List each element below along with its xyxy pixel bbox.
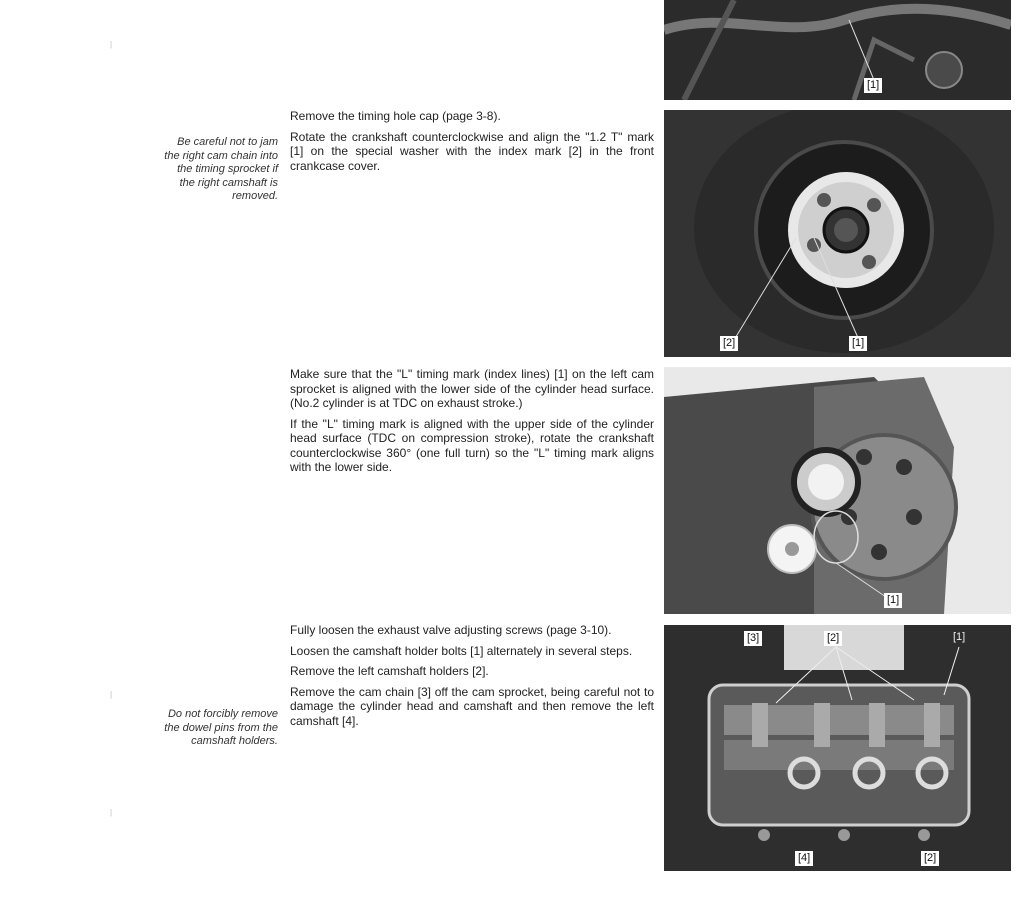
- margin-tick: |: [110, 40, 113, 49]
- cam-sprocket-photo: [664, 367, 1011, 614]
- margin-note-cam-chain: Be careful not to jam the right cam chain into the timing sprocket if the right camshaft is removed.: [164, 136, 278, 202]
- crankshaft-photo: [664, 110, 1011, 357]
- sprocket-illustration: [664, 367, 1011, 614]
- camshaft-photo: [664, 625, 1011, 871]
- callout-cam-3: [3]: [744, 631, 762, 646]
- step-block-l-mark: [290, 367, 654, 481]
- engine-photo-top: [664, 0, 1011, 100]
- callout-top-1: [1]: [864, 78, 882, 93]
- step-text: Loosen the camshaft holder bolts [1] alternately in several steps.: [290, 643, 633, 658]
- crank-cover-illustration: [664, 110, 1011, 357]
- step-text: Remove the timing hole cap (page 3-8).: [290, 109, 501, 123]
- margin-tick: |: [110, 808, 113, 817]
- step-block-timing-cap: [290, 109, 654, 179]
- step-text: Fully loosen the exhaust valve adjusting screws (page 3-10).: [290, 623, 612, 637]
- callout-cam-1: [1]: [953, 631, 966, 643]
- callout-cam-4: [4]: [795, 851, 813, 866]
- step-text: Remove the left camshaft holders [2].: [290, 664, 489, 678]
- margin-tick: |: [110, 690, 113, 699]
- engine-top-illustration: [664, 0, 1011, 100]
- step-text: If the "L" timing mark is aligned with the upper side of the cylinder head surface (TDC on compression stroke), rotate the crankshaft counterclockwise 360° (one full turn) so the "L" timing mark aligns with the lower side.: [290, 416, 654, 474]
- margin-note-dowel-pins: Do not forcibly remove the dowel pins from the camshaft holders.: [164, 708, 278, 747]
- step-text: Rotate the crankshaft counterclockwise and align the "1.2 T" mark [1] on the special washer with the index mark [2] in the front crankcase cover.: [290, 129, 654, 173]
- callout-crank-2: [2]: [720, 336, 738, 351]
- camshaft-illustration: [664, 625, 1011, 871]
- callout-crank-1: [1]: [849, 336, 867, 351]
- step-text: Remove the cam chain [3] off the cam sprocket, being careful not to damage the cylinder head and camshaft and then remove the left camshaft [4].: [290, 684, 654, 728]
- step-block-camshaft: [290, 623, 654, 734]
- callout-cam-2: [2]: [824, 631, 842, 646]
- callout-cam-2b: [2]: [921, 851, 939, 866]
- step-text: Make sure that the "L" timing mark (index lines) [1] on the left cam sprocket is aligned with the lower side of the cylinder head surface. (No.2 cylinder is at TDC on exhaust stroke.): [290, 367, 654, 410]
- callout-sprocket-1: [1]: [884, 593, 902, 608]
